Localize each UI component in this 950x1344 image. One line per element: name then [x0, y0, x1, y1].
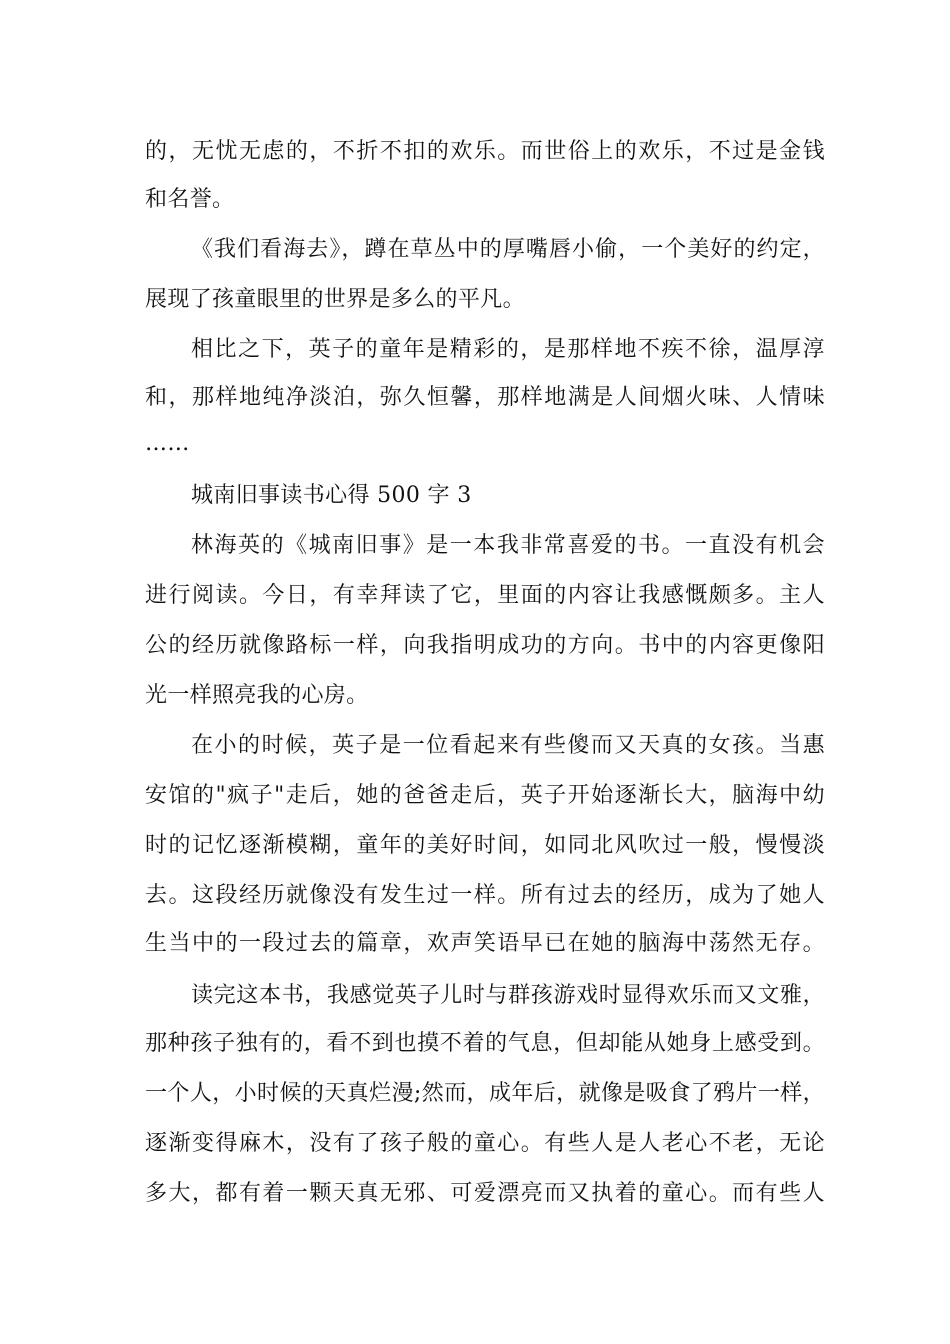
text-line: 去。这段经历就像没有发生过一样。所有过去的经历，成为了她人 — [145, 883, 825, 908]
text-line: 多大，都有着一颗天真无邪、可爱漂亮而又执着的童心。而有些人 — [145, 1181, 825, 1206]
text-line: 进行阅读。今日，有幸拜读了它，里面的内容让我感慨颇多。主人 — [145, 583, 825, 608]
text-line: 展现了孩童眼里的世界是多么的平凡。 — [145, 287, 525, 312]
text-line: …… — [145, 431, 190, 456]
text-line: 相比之下，英子的童年是精彩的，是那样地不疾不徐，温厚淳 — [191, 337, 825, 362]
text-line: 读完这本书，我感觉英子儿时与群孩游戏时显得欢乐而又文雅， — [191, 983, 825, 1008]
text-line: 在小的时候，英子是一位看起来有些傻而又天真的女孩。当惠 — [191, 733, 825, 758]
text-line: 公的经历就像路标一样，向我指明成功的方向。书中的内容更像阳 — [145, 633, 825, 658]
text-line: 一个人，小时候的天真烂漫;然而，成年后，就像是吸食了鸦片一样， — [145, 1081, 825, 1106]
section-heading: 城南旧事读书心得 500 字 3 — [191, 483, 472, 508]
text-line: 光一样照亮我的心房。 — [145, 683, 369, 708]
text-line: 安馆的"疯子"走后，她的爸爸走后，英子开始逐渐长大，脑海中幼 — [145, 783, 825, 808]
text-line: 的，无忧无虑的，不折不扣的欢乐。而世俗上的欢乐，不过是金钱 — [145, 139, 825, 164]
text-line: 和名誉。 — [145, 187, 235, 212]
text-line: 生当中的一段过去的篇章，欢声笑语早已在她的脑海中荡然无存。 — [145, 931, 825, 956]
text-line: 和，那样地纯净淡泊，弥久恒馨，那样地满是人间烟火味、人情味 — [145, 385, 825, 410]
text-line: 《我们看海去》，蹲在草丛中的厚嘴唇小偷，一个美好的约定， — [191, 237, 825, 262]
text-line: 那种孩子独有的，看不到也摸不着的气息，但却能从她身上感受到。 — [145, 1031, 825, 1056]
text-line: 林海英的《城南旧事》是一本我非常喜爱的书。一直没有机会 — [191, 533, 825, 558]
text-line: 时的记忆逐渐模糊，童年的美好时间，如同北风吹过一般，慢慢淡 — [145, 833, 825, 858]
text-line: 逐渐变得麻木，没有了孩子般的童心。有些人是人老心不老，无论 — [145, 1131, 825, 1156]
